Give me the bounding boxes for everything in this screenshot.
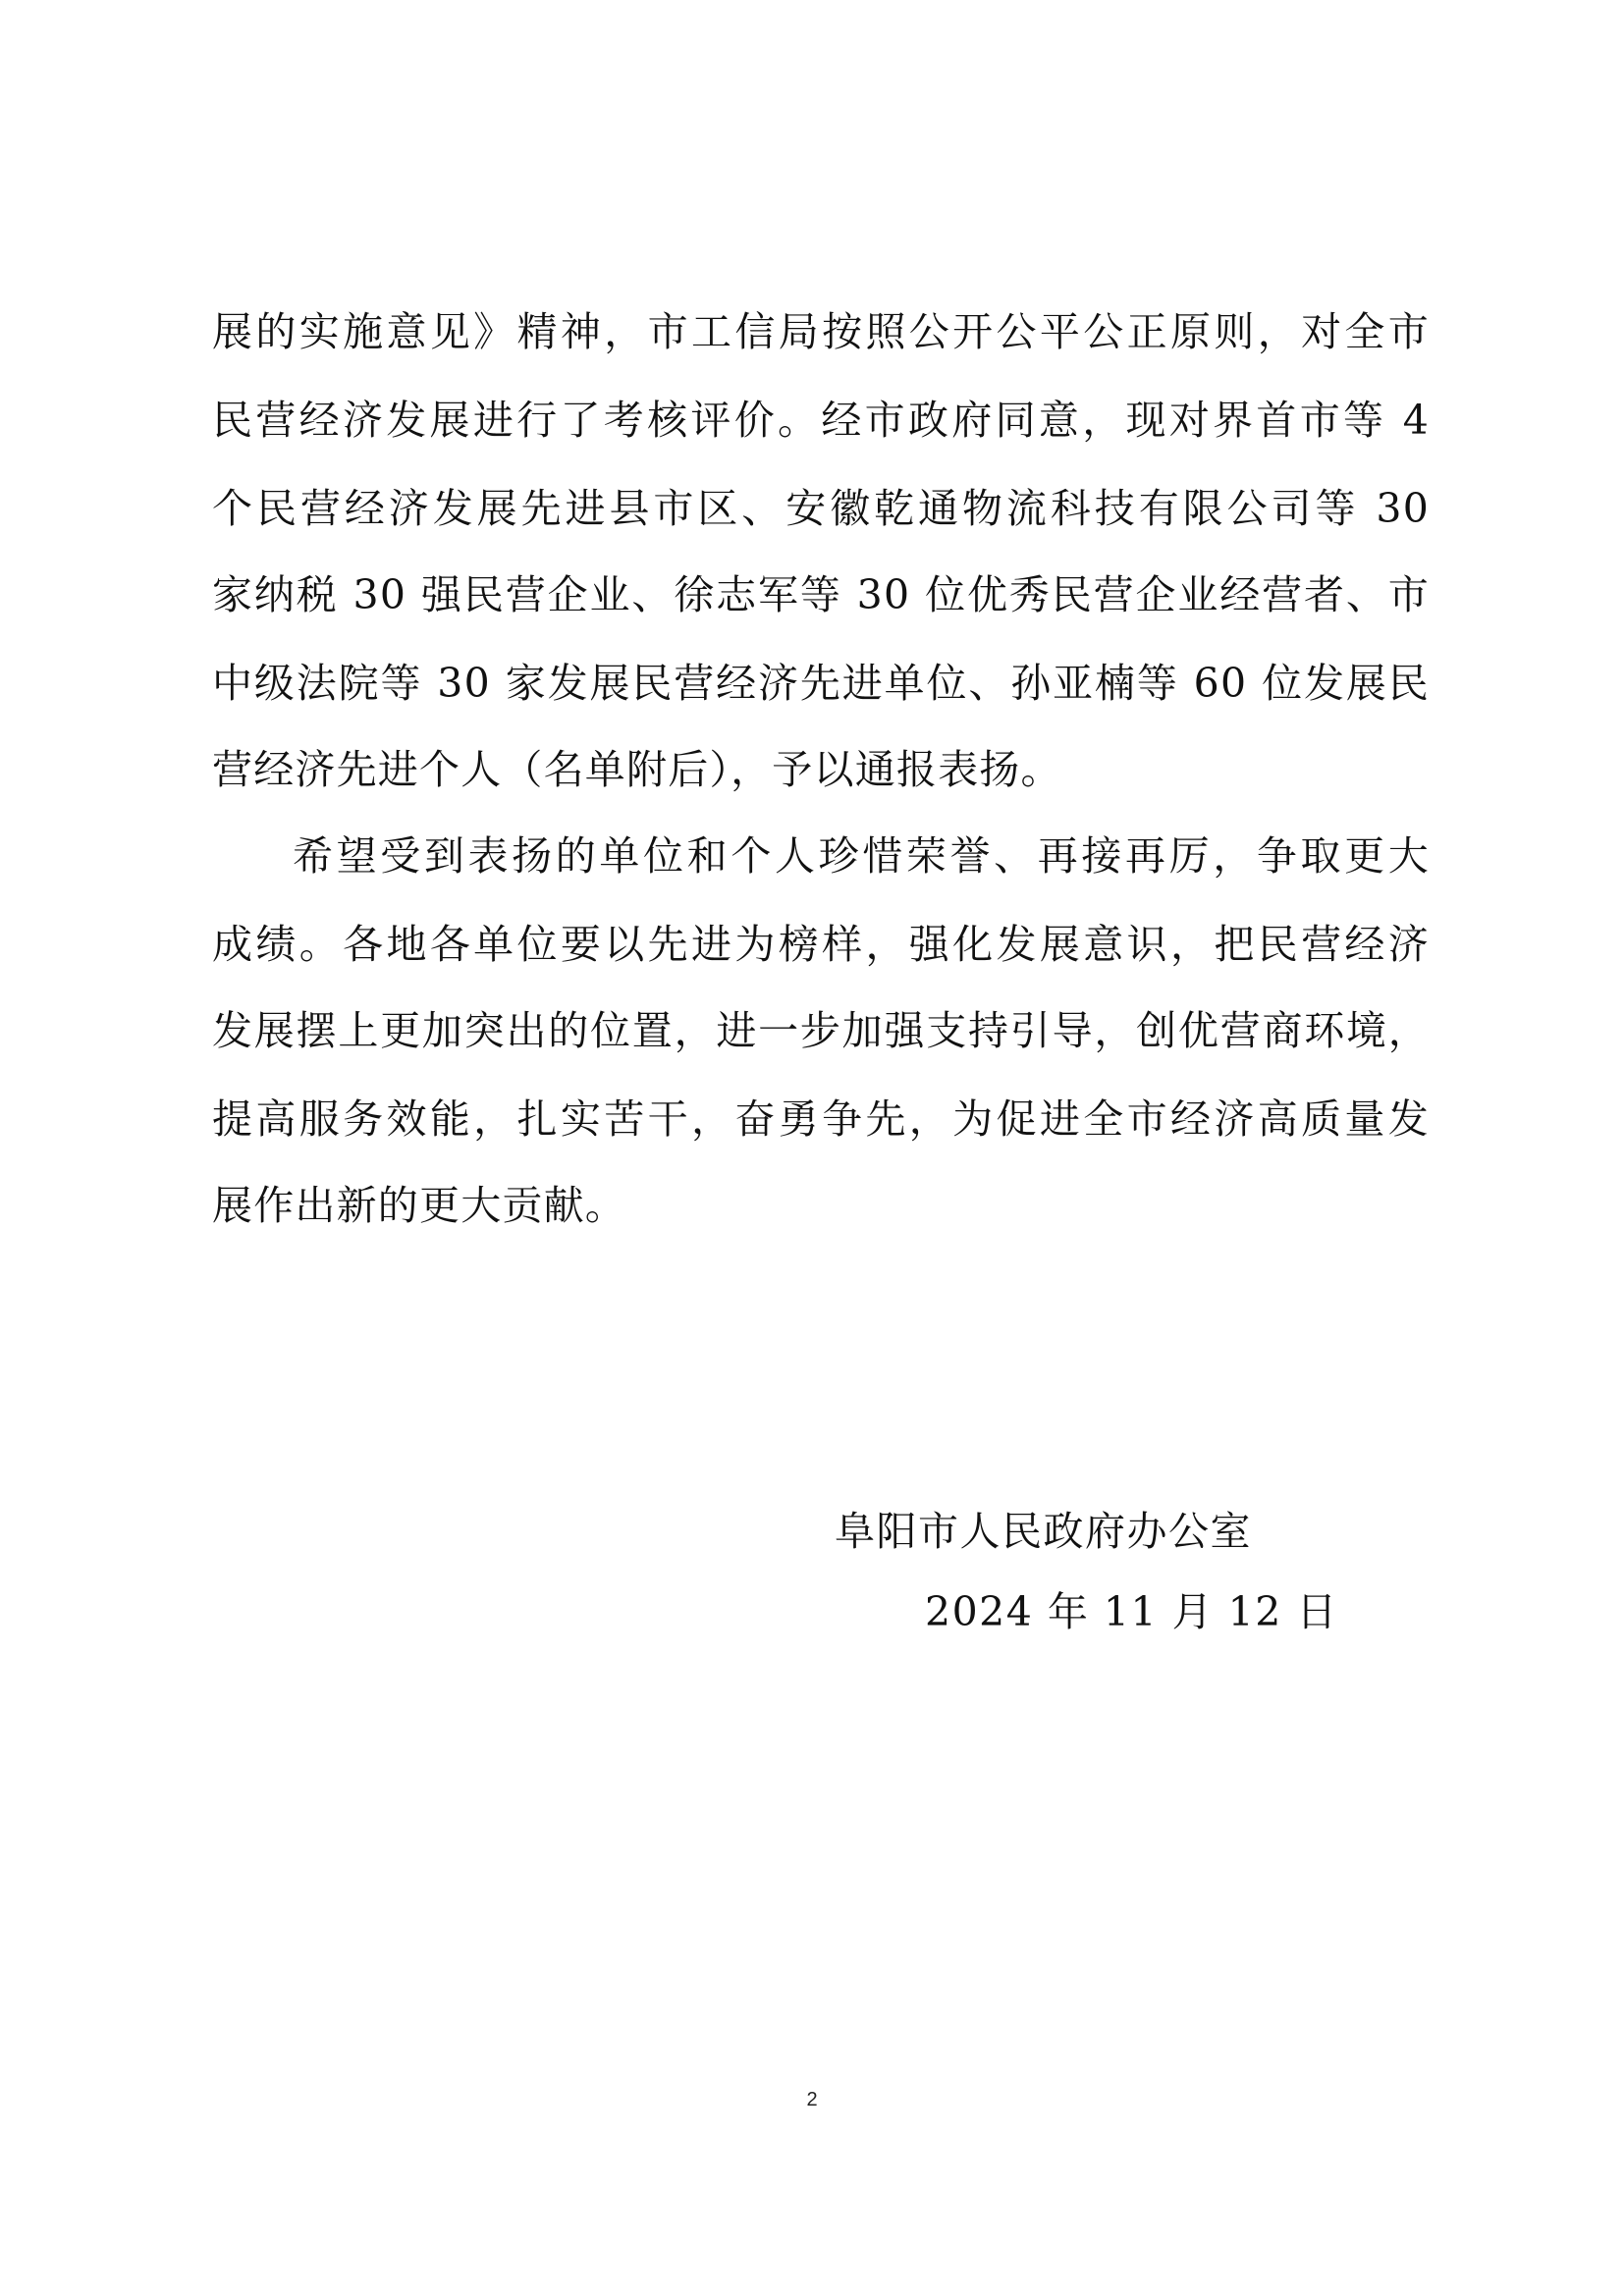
body-line: 展作出新的更大贡献。	[212, 1182, 626, 1229]
issuer-name: 阜阳市人民政府办公室	[835, 1508, 1252, 1555]
body-line: 发展摆上更加突出的位置，进一步加强支持引导，创优营商环境，	[212, 1007, 1430, 1054]
issue-date: 2024 年 11 月 12 日	[925, 1588, 1338, 1635]
body-line: 民营经济发展进行了考核评价。经市政府同意，现对界首市等 4	[212, 397, 1430, 444]
body-line: 提高服务效能，扎实苦干，奋勇争先，为促进全市经济高质量发	[212, 1095, 1430, 1143]
body-line: 营经济先进个人（名单附后），予以通报表扬。	[212, 746, 1062, 793]
body-line: 成绩。各地各单位要以先进为榜样，强化发展意识，把民营经济	[212, 921, 1430, 968]
page-number: 2	[806, 2089, 818, 2110]
body-line: 展的实施意见》精神，市工信局按照公开公平公正原则，对全市	[212, 308, 1430, 355]
body-line: 家纳税 30 强民营企业、徐志军等 30 位优秀民营企业经营者、市	[212, 571, 1430, 618]
body-line: 希望受到表扬的单位和个人珍惜荣誉、再接再厉，争取更大	[293, 832, 1430, 880]
body-line: 中级法院等 30 家发展民营经济先进单位、孙亚楠等 60 位发展民	[212, 660, 1430, 707]
body-line: 个民营经济发展先进县市区、安徽乾通物流科技有限公司等 30	[212, 485, 1430, 532]
